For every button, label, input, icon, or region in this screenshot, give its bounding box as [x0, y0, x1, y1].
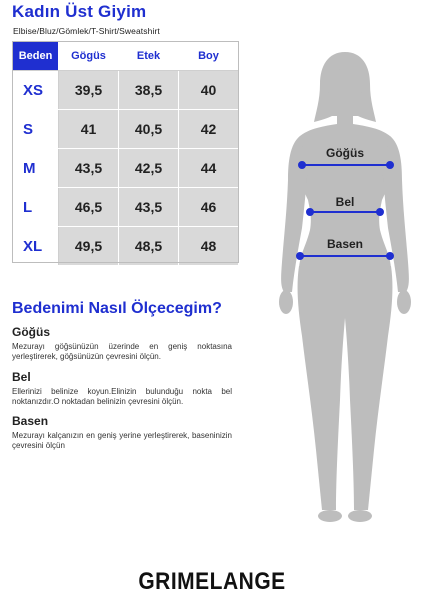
length-value: 40 [179, 71, 239, 110]
length-value: 46 [179, 188, 239, 227]
waist-measure-dot [307, 209, 313, 215]
table-row [13, 110, 239, 149]
skirt-value: 38,5 [119, 71, 179, 110]
column-header-length: Boy [179, 42, 239, 71]
waist-measure-dot [377, 209, 383, 215]
guide-title: Bedenimi Nasıl Ölçecegim? [12, 300, 222, 317]
hip-measure-dot [297, 253, 303, 259]
length-value: 48 [179, 227, 239, 266]
chest-measure-dot [387, 162, 393, 168]
size-chart-table [12, 41, 239, 266]
skirt-value: 43,5 [119, 188, 179, 227]
chest-value: 43,5 [59, 149, 119, 188]
page-title: Kadın Üst Giyim [12, 2, 147, 21]
body-silhouette [270, 40, 420, 540]
chest-value: 49,5 [59, 227, 119, 266]
size-label: XS [13, 71, 59, 110]
waist-figure-label: Bel [335, 195, 355, 209]
table-header-row [13, 42, 239, 71]
page-subtitle: Elbise/Bluz/Gömlek/T-Shirt/Sweatshirt [13, 26, 160, 36]
waist-heading: Bel [12, 370, 31, 384]
length-value: 44 [179, 149, 239, 188]
skirt-value: 42,5 [119, 149, 179, 188]
size-label: XL [13, 227, 59, 266]
hip-measure-dot [387, 253, 393, 259]
chest-heading: Göğüs [12, 325, 50, 339]
chest-measure-dot [299, 162, 305, 168]
hip-figure-label: Basen [326, 237, 364, 251]
brand-logo: GRIMELANGE [138, 568, 286, 595]
column-header-chest: Gögüs [59, 42, 119, 71]
hip-instructions: Mezurayı kalçanızın en geniş yerine yerleştirerek, baseninizin çevresini ölçün [12, 431, 232, 450]
column-header-size: Beden [13, 42, 59, 71]
skirt-value: 48,5 [119, 227, 179, 266]
body-measurement-figure [270, 40, 420, 540]
hip-heading: Basen [12, 414, 49, 428]
chest-instructions: Mezurayı göğsünüzün üzerinde en geniş noktasına yerleştirerek, göğsünüzün çevresini ölçün. [12, 342, 232, 361]
size-label: S [13, 110, 59, 149]
table-row [13, 149, 239, 188]
skirt-value: 40,5 [119, 110, 179, 149]
length-value: 42 [179, 110, 239, 149]
size-label: L [13, 188, 59, 227]
chest-value: 41 [59, 110, 119, 149]
table-row [13, 227, 239, 266]
chest-value: 39,5 [59, 71, 119, 110]
chest-figure-label: Göğüs [326, 146, 364, 160]
table-row [13, 188, 239, 227]
size-label: M [13, 149, 59, 188]
table-row [13, 71, 239, 110]
chest-value: 46,5 [59, 188, 119, 227]
column-header-skirt: Etek [119, 42, 179, 71]
waist-instructions: Ellerinizi belinize koyun.Elinizin bulunduğu nokta bel noktanızdır.O noktadan belinizin çevresini ölçün. [12, 387, 232, 406]
